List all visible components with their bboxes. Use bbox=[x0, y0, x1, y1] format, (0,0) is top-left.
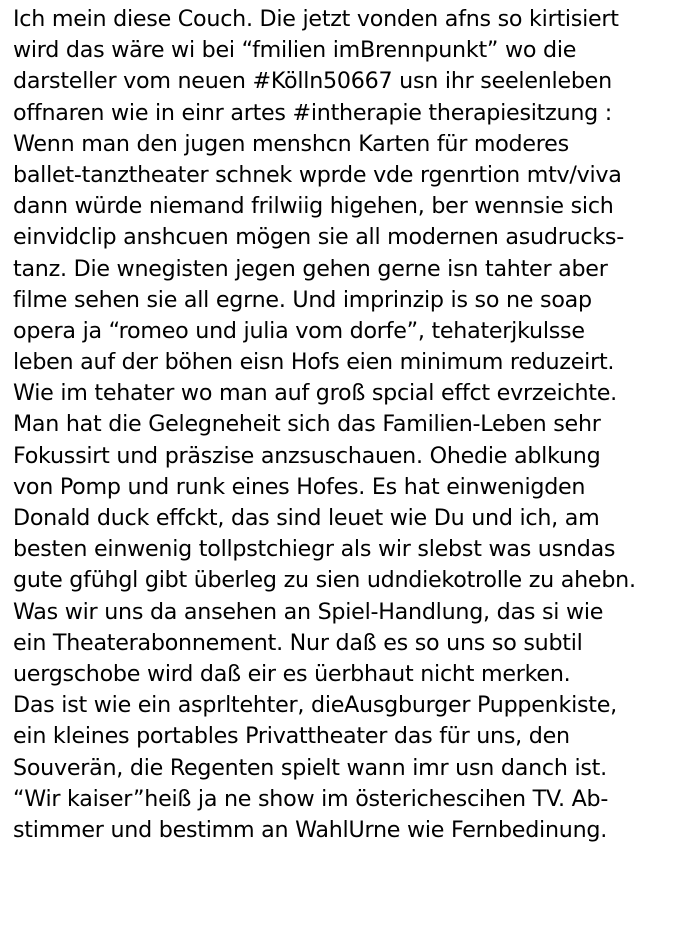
text-line: “Wir kaiser”heiß ja ne show im österichescihen TV. Ab- bbox=[13, 785, 609, 812]
text-line: wird das wäre wi bei “fmilien imBrennpunkt” wo die bbox=[13, 37, 577, 64]
text-line: besten einwenig tollpstchiegr als wir slebst was usndas bbox=[13, 536, 616, 563]
body-text bbox=[13, 4, 681, 846]
text-line: einvidclip anshcuen mögen sie all modernen asudrucks- bbox=[13, 224, 625, 251]
text-line: offnaren wie in einr artes #intherapie therapiesitzung : bbox=[13, 99, 613, 126]
text-line: Fokussirt und präszise anzsuschauen. Ohedie ablkung bbox=[13, 442, 601, 469]
text-line: darsteller vom neuen #Kölln50667 usn ihr seelenleben bbox=[13, 68, 612, 95]
text-line: dann würde niemand frilwiig higehen, ber wennsie sich bbox=[13, 193, 614, 220]
text-line: Souverän, die Regenten spielt wann imr usn danch ist. bbox=[13, 754, 607, 781]
text-line: ein kleines portables Privattheater das für uns, den bbox=[13, 723, 570, 750]
text-line: tanz. Die wnegisten jegen gehen gerne isn tahter aber bbox=[13, 255, 608, 282]
text-line: Wenn man den jugen menshcn Karten für moderes bbox=[13, 130, 569, 157]
text-line: ballet-tanztheater schnek wprde vde rgenrtion mtv/viva bbox=[13, 161, 622, 188]
text-line: Man hat die Gelegneheit sich das Familien-Leben sehr bbox=[13, 411, 601, 438]
text-line: Wie im tehater wo man auf groß spcial effct evrzeichte. bbox=[13, 380, 617, 407]
text-line: Das ist wie ein asprltehter, dieAusgburger Puppenkiste, bbox=[13, 692, 617, 719]
text-line: Donald duck effckt, das sind leuet wie Du und ich, am bbox=[13, 505, 600, 531]
text-line: Was wir uns da ansehen an Spiel-Handlung, das si wie bbox=[13, 598, 604, 625]
text-line: stimmer und bestimm an WahlUrne wie Fernbedinung. bbox=[13, 816, 608, 843]
text-line: uergschobe wird daß eir es üerbhaut nicht merken. bbox=[13, 660, 571, 687]
text-line: von Pomp und runk eines Hofes. Es hat einwenigden bbox=[13, 473, 586, 500]
text-line: leben auf der böhen eisn Hofs eien minimum reduzeirt. bbox=[13, 349, 615, 376]
text-line: filme sehen sie all egrne. Und imprinzip is so ne soap bbox=[13, 286, 592, 313]
text-line: opera ja “romeo und julia vom dorfe”, tehaterjkulsse bbox=[13, 317, 585, 344]
text-line: ein Theaterabonnement. Nur daß es so uns so subtil bbox=[13, 629, 583, 656]
text-line: Ich mein diese Couch. Die jetzt vonden afns so kirtisiert bbox=[13, 6, 619, 32]
text-line: gute gfühgl gibt überleg zu sien udndiekotrolle zu ahebn. bbox=[13, 567, 636, 594]
